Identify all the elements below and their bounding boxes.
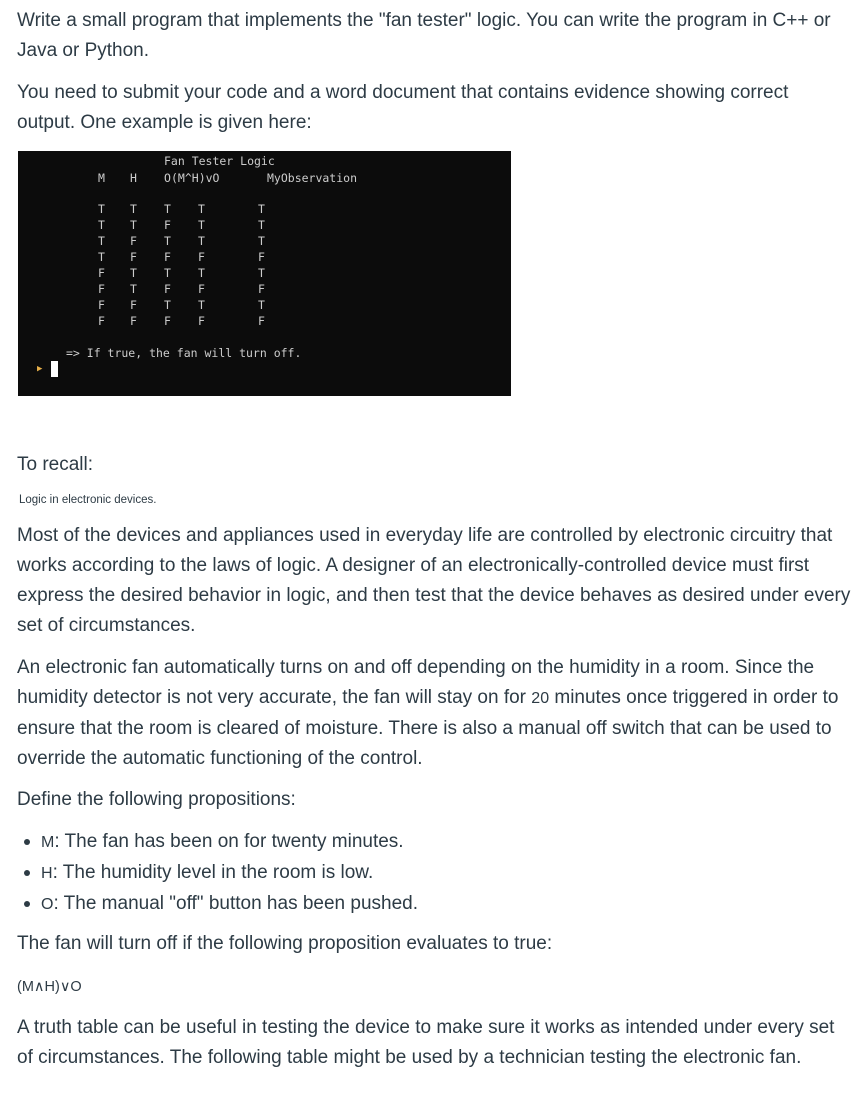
terminal-title: Fan Tester Logic <box>164 154 275 168</box>
cell-m: F <box>98 298 105 312</box>
cell-m: F <box>98 314 105 328</box>
duration-number: 20 <box>531 690 550 707</box>
bullet-icon <box>24 870 30 876</box>
cell-m: T <box>98 218 105 232</box>
cell-o: F <box>164 282 171 296</box>
cell-result: T <box>198 218 205 232</box>
define-propositions: Define the following propositions: <box>17 789 296 810</box>
list-item <box>17 889 418 920</box>
terminal-message: => If true, the fan will turn off. <box>66 346 302 360</box>
cell-result: F <box>198 314 205 328</box>
cell-o: T <box>164 298 171 312</box>
cell-o: F <box>164 250 171 264</box>
cell-result: F <box>198 250 205 264</box>
terminal-row <box>18 234 511 250</box>
cell-observation: F <box>258 250 265 264</box>
cell-observation: T <box>258 218 265 232</box>
proposition-text: : The fan has been on for twenty minutes. <box>54 831 404 852</box>
cell-h: T <box>130 282 137 296</box>
body-paragraph-2-part-1: An electronic fan automatically turns on and off depending on the humidity in a room. Since the humidity detector is not very accurate, the fan will stay on for <box>17 657 815 708</box>
body-paragraph-2-part-2: minutes once triggered in order to ensure that the room is cleared of moisture. There is also a manual off switch that can be used to override the automatic functioning of the control. <box>17 687 839 769</box>
cell-h: T <box>130 218 137 232</box>
section-caption: Logic in electronic devices. <box>19 494 157 506</box>
cell-m: F <box>98 266 105 280</box>
truth-table-paragraph: A truth table can be useful in testing the device to make sure it works as intended under every set of circumstances. The following table might be used by a technician testing the electronic fan. <box>17 1017 835 1068</box>
header-mh-or-o: (M^H)vO <box>171 171 220 185</box>
intro-paragraph-2: You need to submit your code and a word document that contains evidence showing correct output. One example is given here: <box>17 82 789 133</box>
header-my-observation: MyObservation <box>267 171 358 185</box>
cell-o: T <box>164 266 171 280</box>
cell-o: T <box>164 202 171 216</box>
cell-result: F <box>198 282 205 296</box>
terminal-row <box>18 250 511 266</box>
recall-heading: To recall: <box>17 454 94 475</box>
proposition-list <box>17 827 418 920</box>
proposition-text: : The manual "off" button has been pushed. <box>53 893 419 914</box>
cell-h: F <box>130 234 137 248</box>
list-item <box>17 827 418 858</box>
proposition-variable: H <box>41 865 53 882</box>
terminal-screenshot <box>18 151 511 396</box>
cell-m: T <box>98 234 105 248</box>
terminal-row <box>18 266 511 282</box>
cell-observation: T <box>258 298 265 312</box>
header-m: M <box>98 171 105 185</box>
body-paragraph-2 <box>17 653 857 774</box>
terminal-header-row <box>18 171 511 187</box>
proposition-text: : The humidity level in the room is low. <box>52 862 374 883</box>
cell-result: T <box>198 266 205 280</box>
cell-observation: T <box>258 202 265 216</box>
header-o: O <box>164 171 171 185</box>
header-h: H <box>130 171 137 185</box>
cell-m: T <box>98 250 105 264</box>
terminal-row <box>18 202 511 218</box>
bullet-icon <box>24 839 30 845</box>
cell-h: F <box>130 250 137 264</box>
cell-m: T <box>98 202 105 216</box>
cell-h: T <box>130 202 137 216</box>
cell-o: F <box>164 218 171 232</box>
cell-result: T <box>198 298 205 312</box>
terminal-row <box>18 282 511 298</box>
cell-observation: F <box>258 282 265 296</box>
body-paragraph-1: Most of the devices and appliances used in everyday life are controlled by electronic circuitry that works according to the laws of logic. A designer of an electronically-controlled device must first express the desired behavior in logic, and then test that the device behaves as desired under every set of circumstances. <box>17 525 851 636</box>
cell-result: T <box>198 234 205 248</box>
terminal-cursor <box>51 361 58 377</box>
cell-m: F <box>98 282 105 296</box>
proposition-variable: O <box>41 896 54 913</box>
bullet-icon <box>24 901 30 907</box>
intro-paragraph-1: Write a small program that implements the "fan tester" logic. You can write the program in C++ or Java or Python. <box>17 10 831 61</box>
cell-result: T <box>198 202 205 216</box>
terminal-row <box>18 218 511 234</box>
cell-h: T <box>130 266 137 280</box>
cell-o: T <box>164 234 171 248</box>
proposition-variable: M <box>41 834 55 851</box>
prompt-arrow-icon: ▶ <box>37 364 43 374</box>
fan-off-condition: The fan will turn off if the following proposition evaluates to true: <box>17 933 553 954</box>
cell-observation: T <box>258 266 265 280</box>
logic-formula: (M∧H)∨O <box>17 979 82 995</box>
cell-observation: F <box>258 314 265 328</box>
cell-h: F <box>130 298 137 312</box>
cell-observation: T <box>258 234 265 248</box>
cell-h: F <box>130 314 137 328</box>
list-item <box>17 858 418 889</box>
terminal-row <box>18 314 511 330</box>
terminal-row <box>18 298 511 314</box>
cell-o: F <box>164 314 171 328</box>
terminal-rows <box>18 202 511 330</box>
